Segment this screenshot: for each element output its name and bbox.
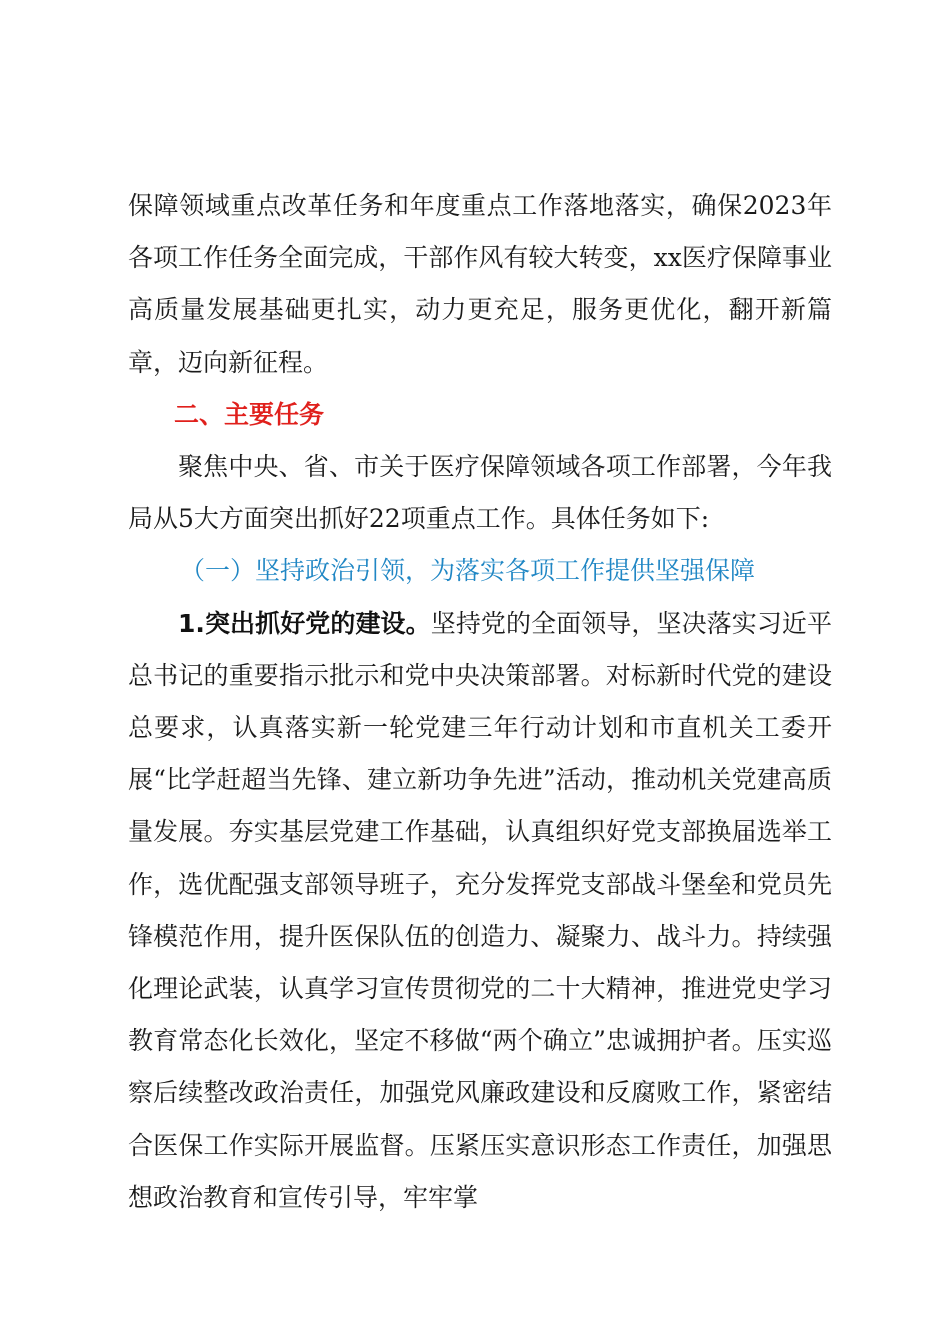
item1-body: 坚持党的全面领导，坚决落实习近平总书记的重要指示批示和党中央决策部署。对标新时代党的建设总要求，认真落实新一轮党建三年行动计划和市直机关工委开展“比学赶超当先锋、建立新功争先进”活动，推动机关党建高质量发展。夯实基层党建工作基础，认真组织好党支部换届选举工作，选优配强支部领导班子，充分发挥党支部战斗堡垒和党员先锋模范作用，提升医保队伍的创造力、凝聚力、战斗力。持续强化理论武装，认真学习宣传贯彻党的二十大精神，推进党史学习教育常态化长效化，坚定不移做“两个确立”忠诚拥护者。压实巡察后续整改政治责任，加强党风廉政建设和反腐败工作，紧密结合医保工作实际开展监督。压紧压实意识形态工作责任，加强思想政治教育和宣传引导，牢牢掌	[128, 608, 832, 1212]
item1-paragraph	[128, 598, 832, 1224]
continuation-paragraph: 保障领域重点改革任务和年度重点工作落地落实，确保2023年各项工作任务全面完成，干部作风有较大转变，xx医疗保障事业高质量发展基础更扎实，动力更充足，服务更优化，翻开新篇章，迈向新征程。	[128, 191, 832, 377]
item1-lead: 1.突出抓好党的建设。	[178, 608, 431, 638]
section-heading: 二、主要任务	[174, 399, 325, 429]
document-body	[128, 180, 832, 1224]
intro-paragraph: 聚焦中央、省、市关于医疗保障领域各项工作部署，今年我局从5大方面突出抓好22项重点工作。具体任务如下:	[128, 452, 832, 534]
subsection-heading: （一）坚持政治引领，为落实各项工作提供坚强保障	[180, 556, 756, 586]
